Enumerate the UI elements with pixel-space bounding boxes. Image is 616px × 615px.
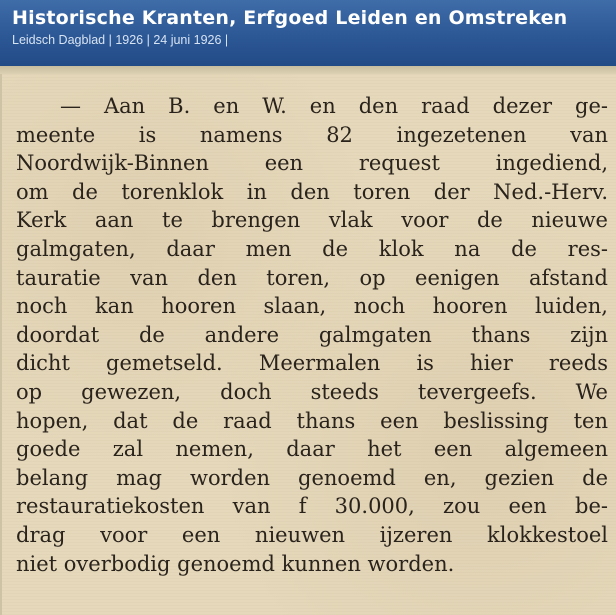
- article-line: niet overbodig genoemd kunnen worden.: [16, 551, 455, 576]
- article-line: goede zal nemen, daar het een algemeen: [16, 437, 608, 462]
- article-line: hopen, dat de raad thans een beslissing ten: [16, 408, 608, 433]
- article-line: galmgaten, daar men de klok na de res-: [16, 236, 608, 261]
- collection-title[interactable]: Historische Kranten, Erfgoed Leiden en Omstreken: [12, 7, 568, 29]
- article-line: om de torenklok in den toren der Ned.-Herv.: [16, 179, 608, 204]
- article-line: — Aan B. en W. en den raad dezer ge-: [60, 94, 608, 118]
- article-line: drag voor een nieuwen ijzeren klokkestoel: [16, 522, 608, 547]
- article-line: dicht gemetseld. Meermalen is hier reeds: [16, 351, 608, 376]
- newspaper-clipping: [0, 74, 616, 615]
- article-line: Noordwijk-Binnen een request ingediend,: [16, 151, 608, 176]
- article-line: belang mag worden genoemd en, gezien de: [16, 465, 608, 490]
- article-line: restauratiekosten van f 30.000, zou een be-: [16, 494, 608, 519]
- article-line: Kerk aan te brengen vlak voor de nieuwe: [16, 208, 608, 233]
- issue-breadcrumb[interactable]: Leidsch Dagblad | 1926 | 24 juni 1926 |: [12, 33, 229, 47]
- article-line: noch kan hooren slaan, noch hooren luiden,: [16, 294, 608, 319]
- article-line: meente is namens 82 ingezetenen van: [16, 122, 608, 147]
- article-line: op gewezen, doch steeds tevergeefs. We: [16, 379, 608, 404]
- header-divider: [0, 66, 616, 74]
- article-line: tauratie van den toren, op eenigen afstand: [16, 265, 608, 290]
- article-text: [16, 92, 608, 578]
- article-line: doordat de andere galmgaten thans zijn: [16, 322, 608, 347]
- collection-header: [0, 0, 616, 66]
